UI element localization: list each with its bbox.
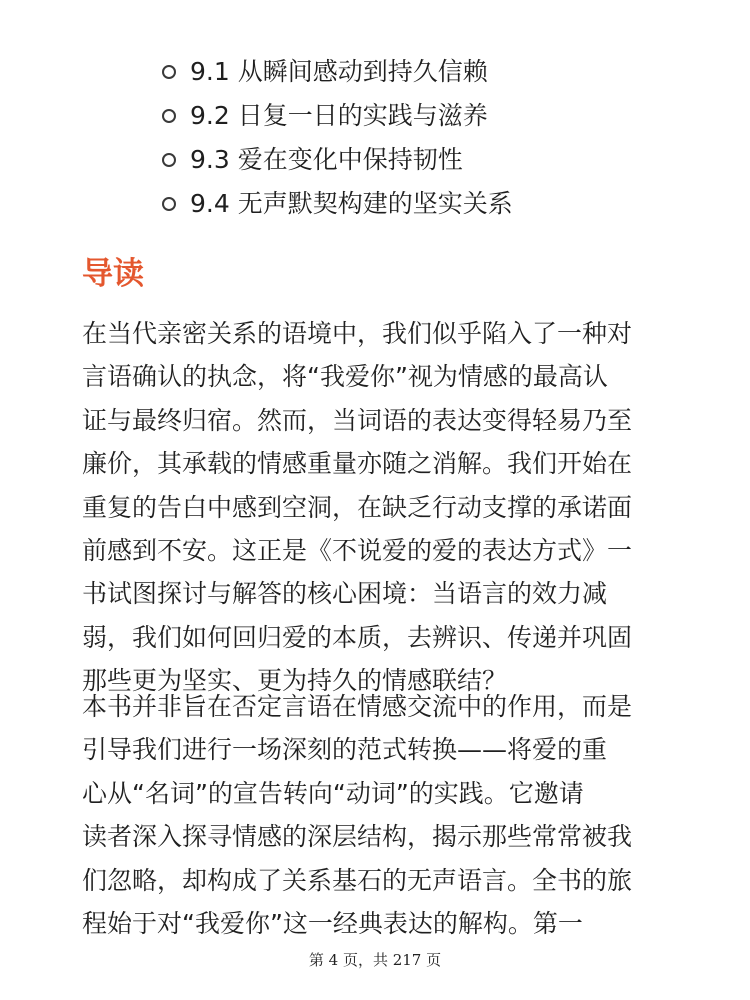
paragraph-line: 读者深入探寻情感的深层结构，揭示那些常常被我 (82, 822, 633, 852)
paragraph-line: 本书并非旨在否定言语在情感交流中的作用，而是 (82, 692, 633, 721)
body-paragraph (82, 685, 672, 945)
toc-item-label: 9.1 从瞬间感动到持久信赖 (190, 57, 488, 86)
circle-bullet-icon (162, 109, 176, 123)
circle-bullet-icon (162, 153, 176, 167)
toc-item-label: 9.4 无声默契构建的坚实关系 (190, 189, 513, 218)
circle-bullet-icon (162, 197, 176, 211)
paragraph-line: 言语确认的执念，将“我爱你”视为情感的最高认 (82, 362, 608, 392)
toc-item (162, 182, 513, 226)
paragraph-line: 弱，我们如何回归爱的本质，去辨识、传递并巩固 (82, 622, 633, 652)
toc-item (162, 50, 513, 94)
paragraph-line: 重复的告白中感到空洞，在缺乏行动支撑的承诺面 (82, 492, 633, 522)
circle-bullet-icon (162, 65, 176, 79)
paragraph-line: 引导我们进行一场深刻的范式转换——将爱的重 (82, 735, 608, 765)
paragraph-line: 程始于对“我爱你”这一经典表达的解构。第一 (82, 909, 583, 939)
paragraph-line: 在当代亲密关系的语境中，我们似乎陷入了一种对 (82, 319, 633, 348)
paragraph-line: 们忽略，却构成了关系基石的无声语言。全书的旅 (82, 865, 633, 895)
paragraph-line: 书试图探讨与解答的核心困境：当语言的效力减 (82, 579, 608, 609)
toc-item-label: 9.3 爱在变化中保持韧性 (190, 145, 463, 174)
paragraph-line: 证与最终归宿。然而，当词语的表达变得轻易乃至 (82, 405, 633, 435)
paragraph-line: 廉价，其承载的情感重量亦随之消解。我们开始在 (82, 449, 633, 479)
paragraph-line: 心从“名词”的宣告转向“动词”的实践。它邀请 (82, 778, 584, 808)
paragraph-line: 前感到不安。这正是《不说爱的爱的表达方式》一 (82, 536, 633, 566)
toc-item (162, 94, 513, 138)
section-title: 导读 (82, 256, 144, 292)
paragraph-line: 那些更为坚实、更为持久的情感联结？ (82, 666, 508, 696)
table-of-contents (162, 50, 513, 226)
toc-item (162, 138, 513, 182)
body-paragraph (82, 312, 672, 703)
page-number-footer: 第 4 页，共 217 页 (308, 951, 442, 969)
toc-item-label: 9.2 日复一日的实践与滋养 (190, 101, 488, 130)
